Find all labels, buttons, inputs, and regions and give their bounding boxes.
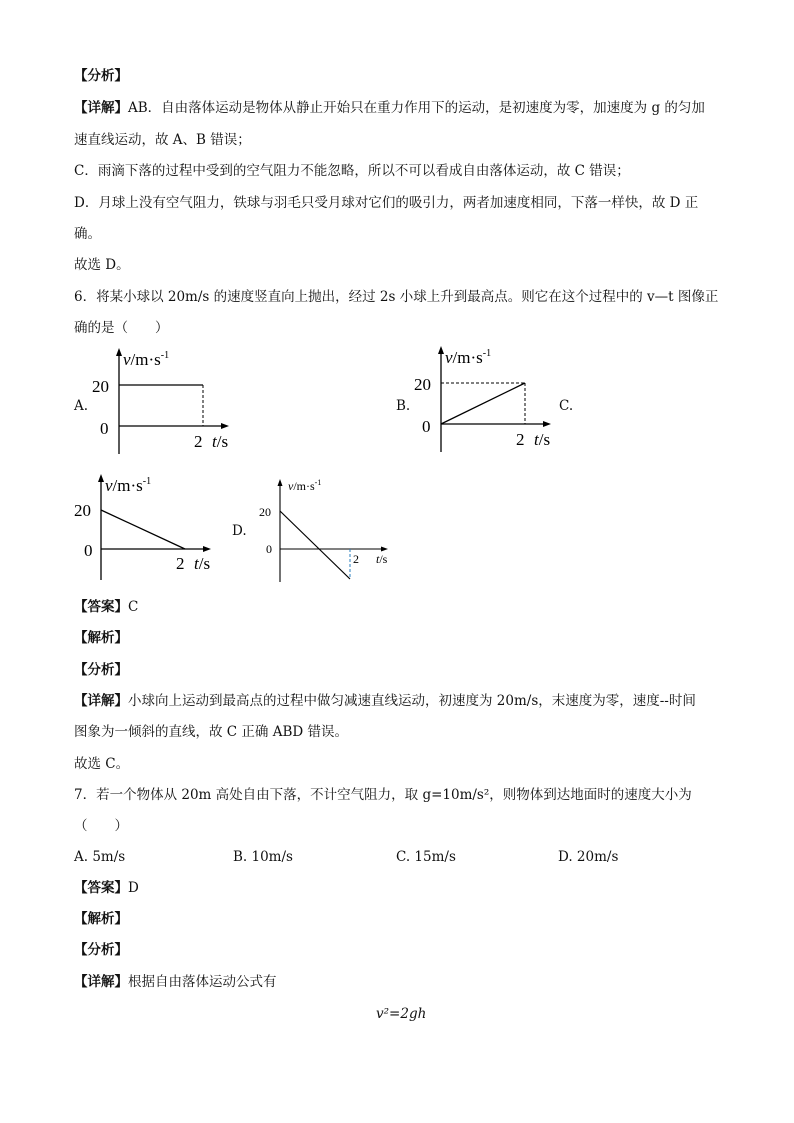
tick-20: 20 <box>259 505 271 519</box>
graph-option-b <box>408 344 558 456</box>
q6-explain-tag: 【解析】 <box>74 630 128 646</box>
detail-d-cont: 确。 <box>74 226 101 242</box>
v-symbol: v <box>288 479 294 493</box>
q7-stem-cont: （ ） <box>74 818 128 834</box>
detail-ab-cont: 速直线运动，故 A、B 错误； <box>74 132 251 148</box>
tick-20: 20 <box>74 501 91 520</box>
v-symbol: v <box>105 476 113 495</box>
t-symbol: t <box>534 430 539 449</box>
option-a-label: A. <box>74 398 89 414</box>
q6-answer <box>74 598 138 616</box>
q5-conclusion: 故选 D。 <box>74 257 130 273</box>
detail-tag: 【详解】 <box>74 100 128 116</box>
detail-d: D．月球上没有空气阻力，铁球与羽毛只受月球对它们的吸引力，两者加速度相同，下落一样快，故 D 正 <box>74 195 699 211</box>
q6-stem: 6．将某小球以 20m/s 的速度竖直向上抛出，经过 2s 小球上升到最高点。则它在这个过程中的 v—t 图像正 <box>74 289 719 305</box>
v-unit: /m·s <box>293 479 315 493</box>
v-unit: /m·s <box>452 348 483 367</box>
answer-value: C <box>128 599 139 615</box>
tick-2: 2 <box>176 554 185 573</box>
tick-2: 2 <box>194 432 203 451</box>
t-unit: /s <box>379 552 388 566</box>
v-symbol: v <box>445 348 453 367</box>
tick-0: 0 <box>422 417 431 436</box>
v-exp: -1 <box>482 348 492 359</box>
q7-option-a: A. 5m/s <box>74 849 126 865</box>
option-d-label: D. <box>232 523 247 539</box>
graph-option-d <box>254 474 404 586</box>
detail-tag: 【详解】 <box>74 974 128 990</box>
q7-analysis-tag: 【分析】 <box>74 942 128 958</box>
q6-stem-cont: 确的是（ ） <box>74 320 169 336</box>
q6-analysis-tag: 【分析】 <box>74 662 128 678</box>
v-exp: -1 <box>314 478 322 487</box>
q7-answer <box>74 879 139 897</box>
t-unit: /s <box>538 430 551 449</box>
tick-0: 0 <box>84 541 93 560</box>
graph-option-a <box>86 346 236 458</box>
tick-2: 2 <box>516 430 525 449</box>
q7-option-c: C. 15m/s <box>396 849 456 865</box>
answer-tag: 【答案】 <box>74 880 128 896</box>
analysis-tag: 【分析】 <box>74 68 128 84</box>
q6-detail-cont: 图象为一倾斜的直线，故 C 正确 ABD 错误。 <box>74 724 348 740</box>
graph-option-c <box>68 472 218 584</box>
v-exp: -1 <box>142 476 152 487</box>
tick-20: 20 <box>92 377 109 396</box>
svg-text:v/m·s-1 <box>105 476 151 495</box>
t-unit: /s <box>216 432 229 451</box>
svg-text:t/s <box>376 552 388 566</box>
tick-20: 20 <box>414 375 431 394</box>
svg-text:t/s <box>212 432 228 451</box>
tick-0: 0 <box>100 419 109 438</box>
svg-text:v/m·s-1 <box>288 478 321 493</box>
tick-2: 2 <box>353 552 359 566</box>
option-c-label: C. <box>559 398 574 414</box>
q7-option-d: D. 20m/s <box>558 849 619 865</box>
svg-text:t/s <box>534 430 550 449</box>
q6-detail <box>74 692 696 710</box>
q7-option-b: B. 10m/s <box>233 849 293 865</box>
q7-detail <box>74 973 277 991</box>
t-symbol: t <box>194 554 199 573</box>
answer-tag: 【答案】 <box>74 599 128 615</box>
v-unit: /m·s <box>130 350 161 369</box>
svg-text:v/m·s-1 <box>123 350 169 369</box>
option-b-label: B. <box>396 398 411 414</box>
answer-value: D <box>128 880 139 896</box>
svg-text:t/s <box>194 554 210 573</box>
v-exp: -1 <box>160 350 170 361</box>
v-symbol: v <box>123 350 131 369</box>
tick-0: 0 <box>266 542 272 556</box>
q7-explain-tag: 【解析】 <box>74 911 128 927</box>
q7-stem: 7．若一个物体从 20m 高处自由下落，不计空气阻力，取 g=10m/s²，则物体到达地面时的速度大小为 <box>74 787 692 803</box>
q6-conclusion: 故选 C。 <box>74 756 130 772</box>
detail-text: 小球向上运动到最高点的过程中做匀减速直线运动，初速度为 20m/s，末速度为零，速度--时间 <box>128 693 696 709</box>
svg-text:v/m·s-1 <box>445 348 491 367</box>
detail-tag: 【详解】 <box>74 693 128 709</box>
t-symbol: t <box>212 432 217 451</box>
v-unit: /m·s <box>112 476 143 495</box>
t-unit: /s <box>198 554 211 573</box>
detail-text: 根据自由落体运动公式有 <box>128 974 277 990</box>
detail-c: C．雨滴下落的过程中受到的空气阻力不能忽略，所以不可以看成自由落体运动，故 C 错误； <box>74 163 630 179</box>
q7-formula: v²=2gh <box>376 1006 427 1022</box>
detail-ab <box>74 99 705 117</box>
detail-ab-text: AB．自由落体运动是物体从静止开始只在重力作用下的运动，是初速度为零，加速度为 g 的匀加 <box>128 100 705 116</box>
t-symbol: t <box>376 552 380 566</box>
